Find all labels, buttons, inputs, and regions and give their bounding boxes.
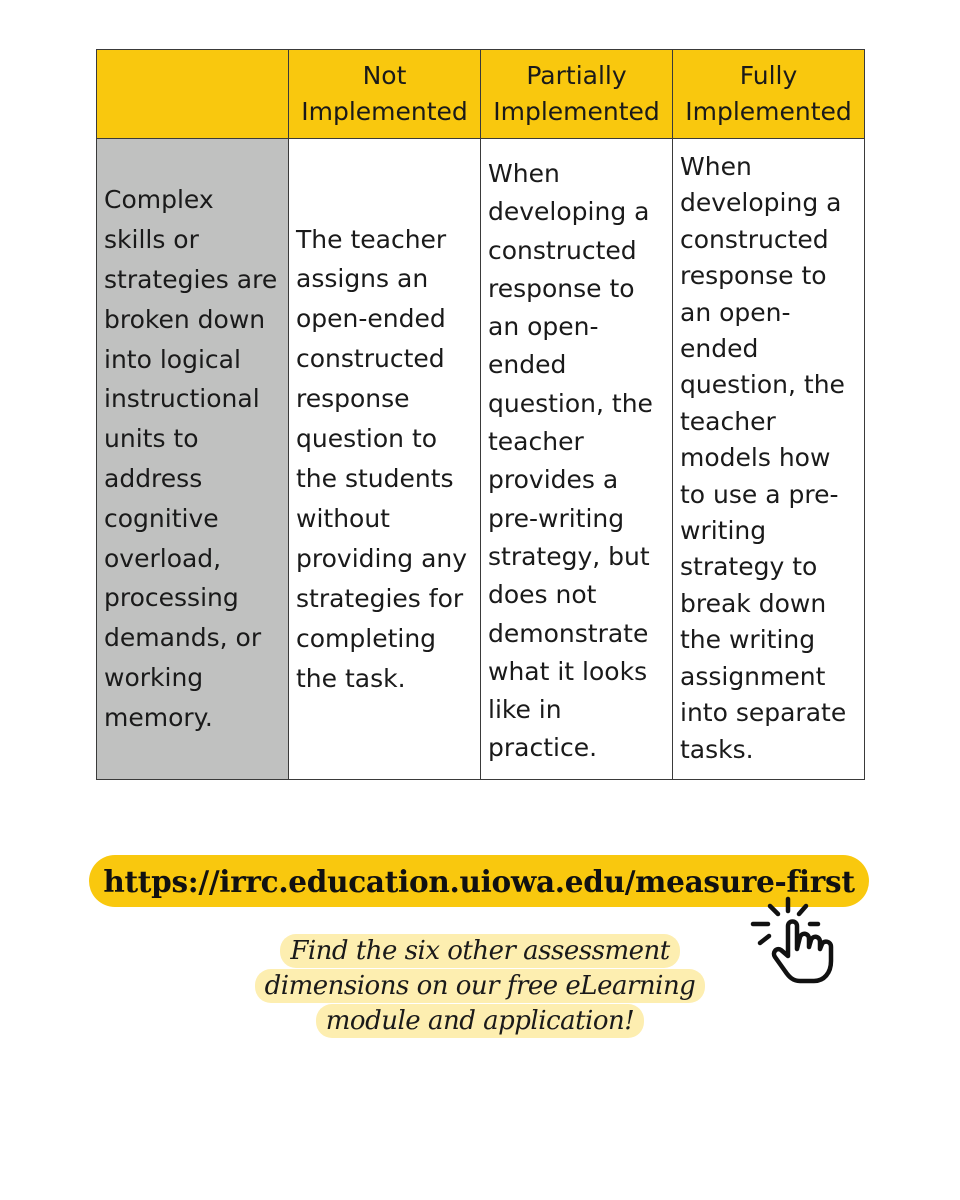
- header-partially-implemented-label: Partially Implemented: [493, 61, 660, 126]
- measure-first-link[interactable]: https://irrc.education.uiowa.edu/measure-first: [89, 855, 869, 907]
- fully-implemented-cell: [673, 139, 865, 780]
- partially-implemented-cell: [481, 139, 673, 780]
- table-row: [97, 139, 865, 780]
- partially-implemented-text: When developing a constructed response to an open-ended question, the teacher provides a pre-writing strategy, but does not demonstrate what it looks like in practice.: [488, 159, 653, 763]
- criteria-cell: [97, 139, 289, 780]
- header-blank-cell: [97, 50, 289, 139]
- not-implemented-text: The teacher assigns an open-ended constructed response question to the students without providing any strategies for completing the task.: [296, 224, 468, 693]
- rubric-table: [96, 49, 865, 780]
- header-not-implemented-label: Not Implemented: [301, 61, 468, 126]
- hand-tap-icon: [748, 893, 848, 989]
- header-row: [97, 50, 865, 139]
- header-partially-implemented: [481, 50, 673, 139]
- note-text: Find the six other assessment dimensions on our free eLearning module and application!: [255, 934, 706, 1038]
- header-not-implemented: [289, 50, 481, 139]
- header-fully-implemented-label: Fully Implemented: [685, 61, 852, 126]
- criteria-text: Complex skills or strategies are broken down into logical instructional units to address cognitive overload, processing demands, or working memory.: [104, 185, 278, 732]
- header-fully-implemented: [673, 50, 865, 139]
- note-box: [250, 934, 710, 1039]
- fully-implemented-text: When developing a constructed response to an open-ended question, the teacher models how to use a pre-writing strategy to break down the writing assignment into separate tasks.: [680, 152, 847, 764]
- not-implemented-cell: [289, 139, 481, 780]
